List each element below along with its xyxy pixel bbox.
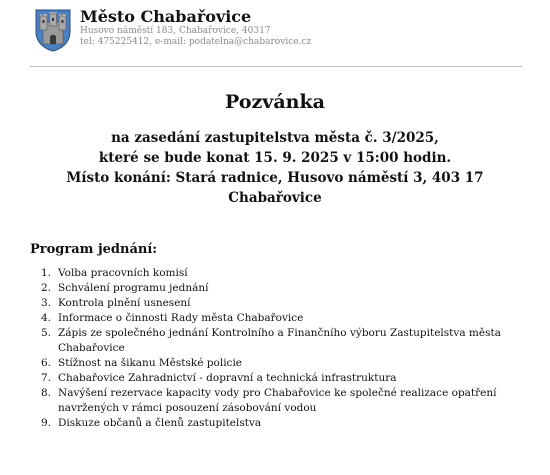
agenda-item-text: Chabařovice Zahradnictví - dopravní a technická infrastruktura <box>58 372 397 384</box>
agenda-item <box>30 371 520 386</box>
agenda-item-text: Navýšení rezervace kapacity vody pro Chabařovice ke společné realizace opatření <box>58 387 497 399</box>
agenda-item-text: navržených v rámci posouzení zásobování vodou <box>58 402 317 414</box>
agenda-item <box>30 416 520 431</box>
agenda-item-text: Stížnost na šikanu Městské policie <box>58 357 243 369</box>
meeting-details-line: na zasedání zastupitelstva města č. 3/2025, <box>111 130 439 146</box>
agenda-item-number: 2. <box>41 282 52 294</box>
agenda-item-number: 9. <box>41 417 52 429</box>
agenda-item-text: Volba pracovních komisí <box>58 267 188 279</box>
meeting-details-line: Chabařovice <box>228 190 322 206</box>
agenda-item <box>30 266 520 281</box>
agenda-item-number: 1. <box>41 267 52 279</box>
agenda-item <box>30 281 520 296</box>
meeting-details-line: které se bude konat 15. 9. 2025 v 15:00 hodin. <box>98 150 452 166</box>
agenda-item-text: Chabařovice <box>58 342 125 354</box>
agenda-item <box>30 326 520 356</box>
letterhead <box>34 8 524 58</box>
agenda-item-number: 6. <box>41 357 52 369</box>
letterhead-text <box>80 8 311 48</box>
organization-contact: tel: 475225412, e-mail: podatelna@chabarovice.cz <box>80 37 312 47</box>
agenda-item-number: 4. <box>41 312 52 324</box>
program-heading: Program jednání: <box>30 242 158 257</box>
agenda-item-number: 5. <box>41 327 52 339</box>
agenda-list <box>30 266 520 431</box>
meeting-details <box>50 128 500 208</box>
agenda-item-text: Informace o činnosti Rady města Chabařovice <box>58 312 304 324</box>
agenda-item-number: 3. <box>41 297 52 309</box>
organization-address: Husovo náměstí 183, Chabařovice, 40317 <box>80 26 271 36</box>
agenda-item <box>30 356 520 371</box>
agenda-item-text: Schválení programu jednání <box>58 282 209 294</box>
agenda-item-number: 8. <box>41 387 52 399</box>
agenda-item <box>30 296 520 311</box>
header-divider <box>30 66 522 67</box>
meeting-details-line: Místo konání: Stará radnice, Husovo náměstí 3, 403 17 <box>66 170 484 186</box>
agenda-item-text: Diskuze občanů a členů zastupitelstva <box>58 417 262 429</box>
agenda-item-text: Zápis ze společného jednání Kontrolního a Finančního výboru Zastupitelstva města <box>58 327 501 339</box>
agenda-item-number: 7. <box>41 372 52 384</box>
coat-of-arms-icon <box>34 8 72 52</box>
agenda-item <box>30 386 520 416</box>
organization-name: Město Chabařovice <box>80 7 252 26</box>
document-title: Pozvánka <box>225 91 325 113</box>
agenda-item <box>30 311 520 326</box>
agenda-item-text: Kontrola plnění usnesení <box>58 297 191 309</box>
